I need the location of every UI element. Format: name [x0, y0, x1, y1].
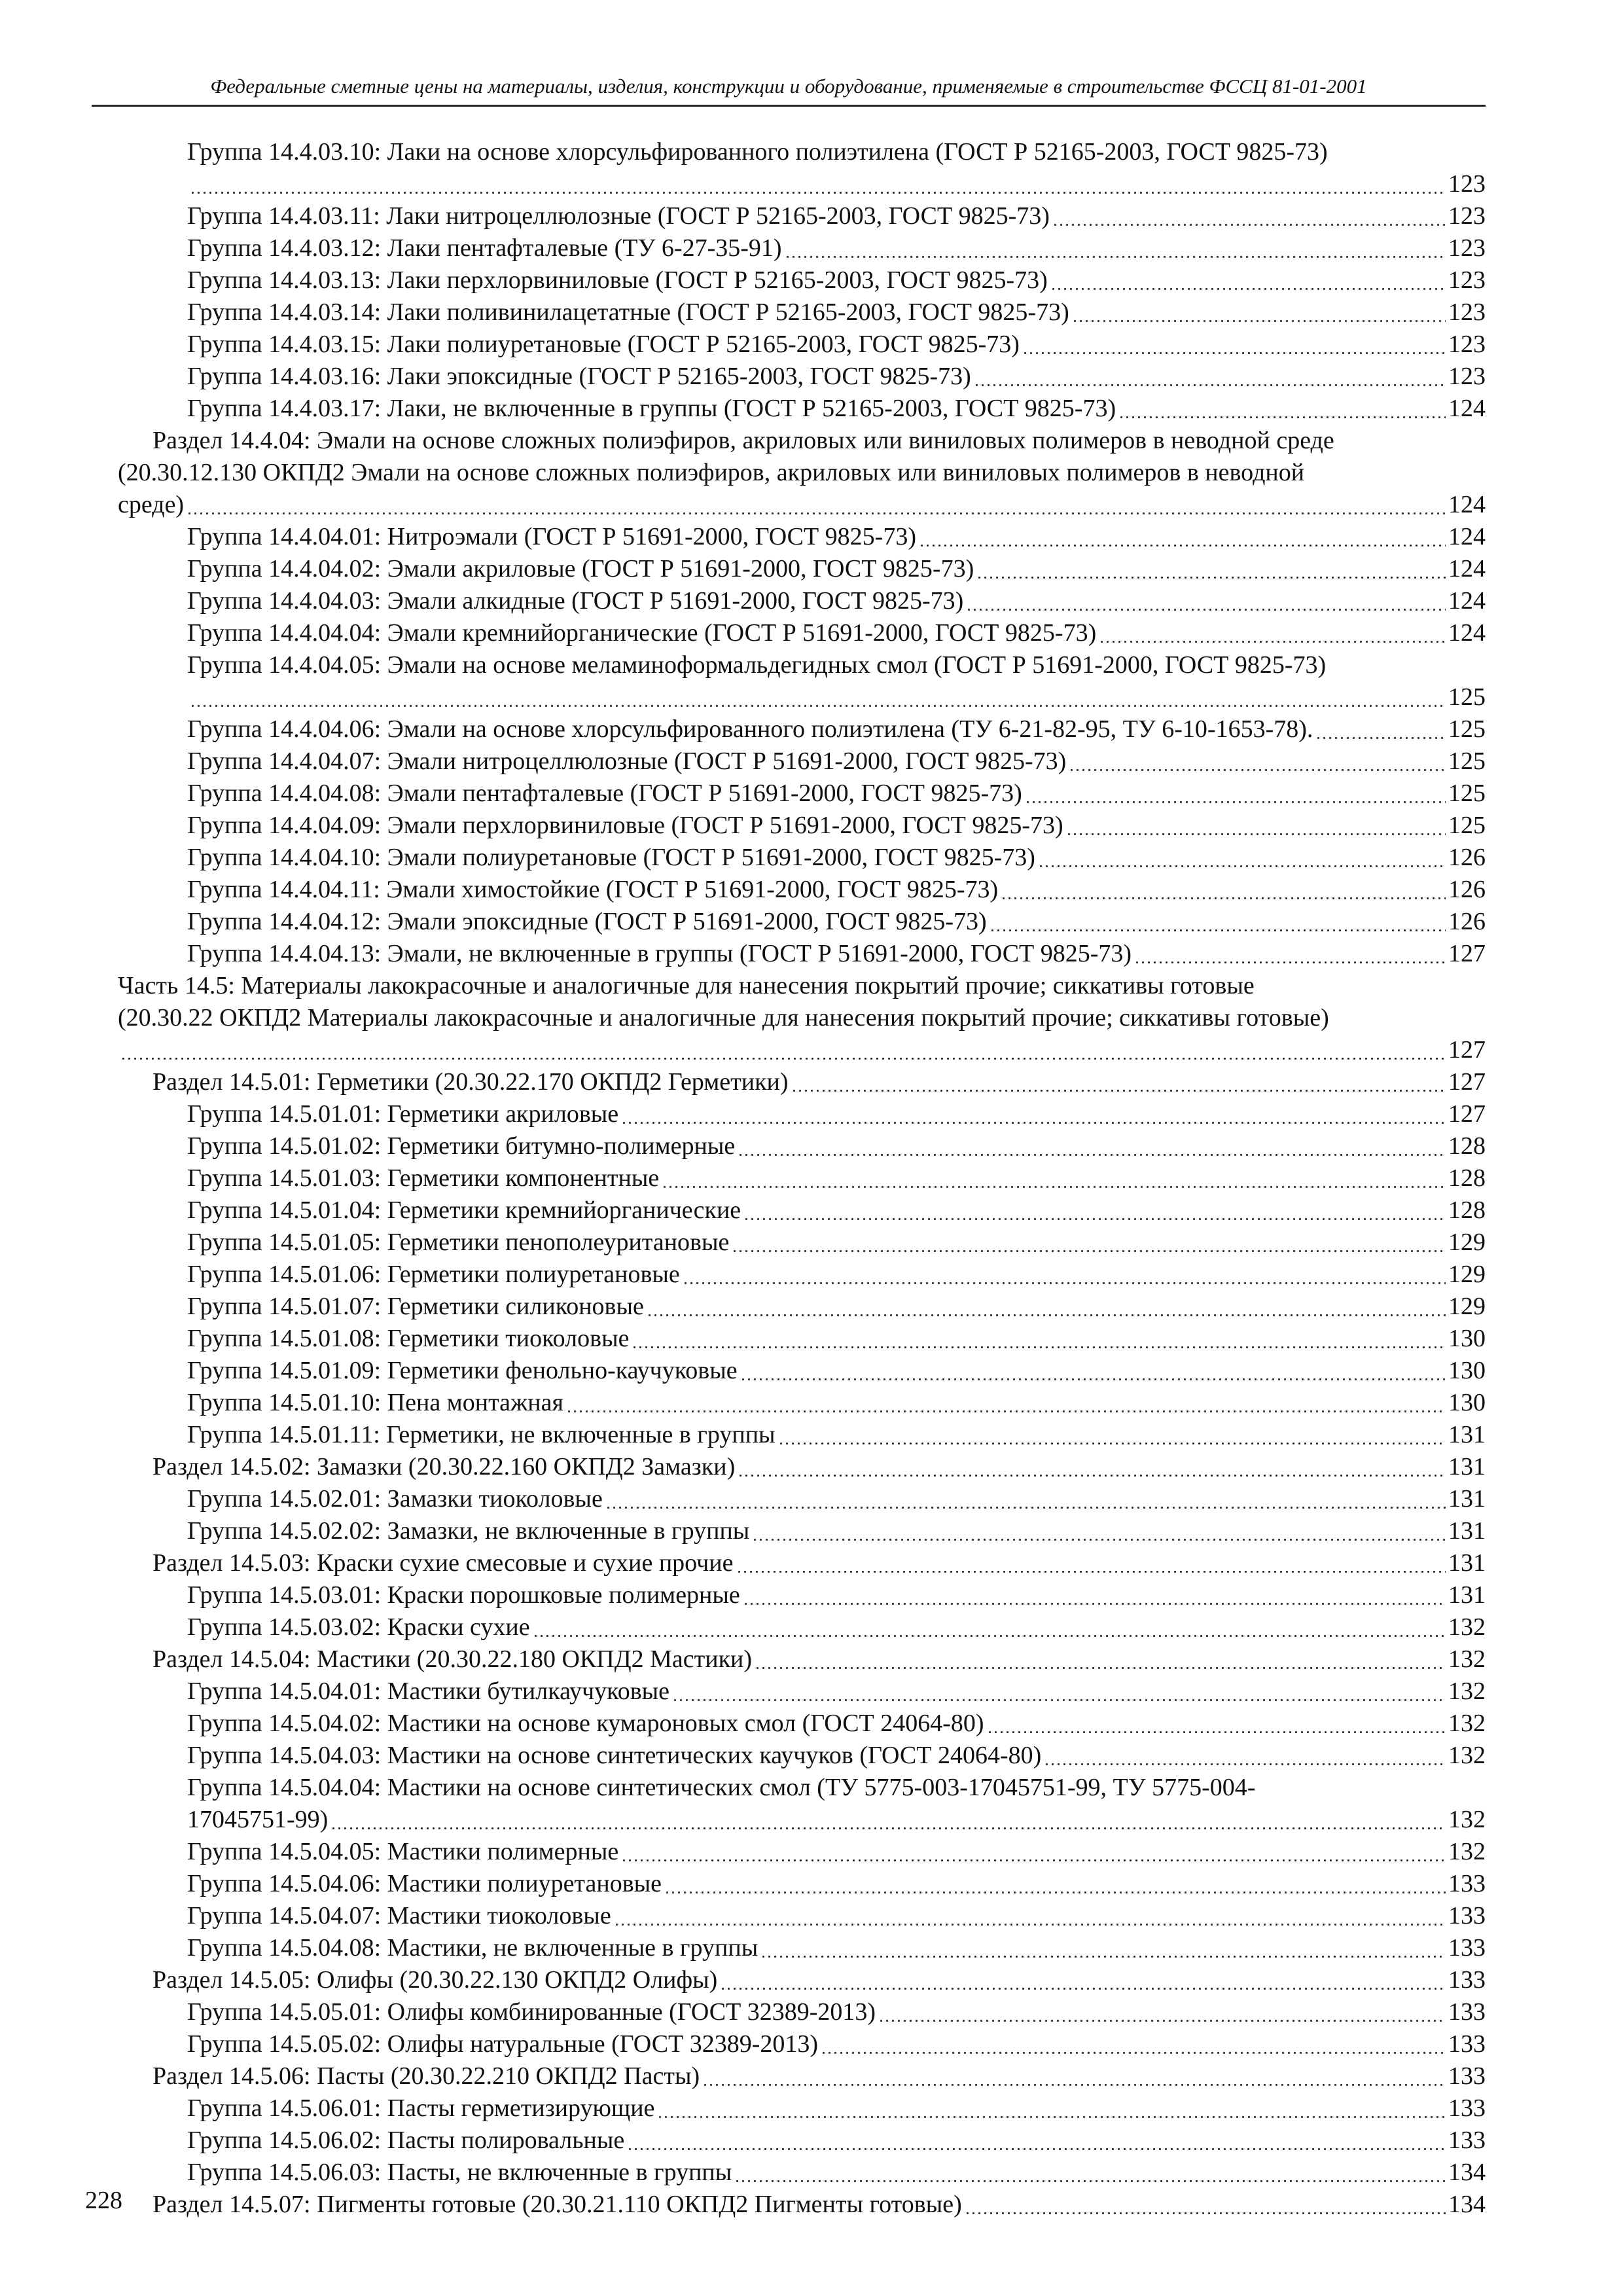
- toc-entry[interactable]: [118, 2092, 1486, 2125]
- toc-entry[interactable]: [118, 1066, 1486, 1098]
- dot-leader: [662, 1162, 1446, 1194]
- toc-entry[interactable]: [118, 585, 1486, 617]
- dot-leader: [1066, 810, 1446, 842]
- toc-entry-title: Группа 14.4.04.04: Эмали кремнийорганические (ГОСТ Р 51691-2000, ГОСТ 9825-73): [187, 619, 1097, 647]
- toc-entry[interactable]: [118, 1098, 1486, 1130]
- toc-entry[interactable]: [118, 361, 1486, 393]
- toc-entry[interactable]: [118, 778, 1486, 810]
- toc-entry-title: Группа 14.4.04.01: Нитроэмали (ГОСТ Р 51691-2000, ГОСТ 9825-73): [187, 523, 916, 550]
- toc-page-number: 126: [1448, 876, 1486, 903]
- toc-entry[interactable]: [118, 1547, 1486, 1579]
- toc-entry[interactable]: [118, 2189, 1486, 2221]
- toc-entry[interactable]: [118, 264, 1486, 296]
- toc-entry-title: Группа 14.4.03.12: Лаки пентафталевые (ТУ 6-27-35-91): [187, 234, 782, 262]
- toc-page-number: 124: [1448, 395, 1486, 422]
- toc-page-number: 126: [1448, 844, 1486, 871]
- toc-page-number: 133: [1448, 1902, 1486, 1929]
- toc-page-number: 123: [1448, 331, 1486, 358]
- toc-entry-title: Раздел 14.5.05: Олифы (20.30.22.130 ОКПД2 Олифы): [152, 1966, 718, 1994]
- toc-page-number: 129: [1448, 1261, 1486, 1288]
- toc-page-number: 124: [1448, 555, 1486, 583]
- toc-page-number: 131: [1448, 1517, 1486, 1545]
- dot-leader: [605, 1483, 1446, 1515]
- dot-leader: [683, 1259, 1446, 1291]
- toc-entry[interactable]: [118, 2028, 1486, 2060]
- toc-entry-title: Группа 14.5.01.05: Герметики пенополеуритановые: [187, 1229, 730, 1256]
- toc-entry-title: Группа 14.5.04.08: Мастики, не включенные в группы: [187, 1934, 758, 1962]
- dot-leader: [720, 1964, 1446, 1996]
- toc-entry-title: Группа 14.4.04.11: Эмали химостойкие (ГОСТ Р 51691-2000, ГОСТ 9825-73): [187, 876, 999, 903]
- toc-page-number: 129: [1448, 1293, 1486, 1320]
- dot-leader: [752, 1515, 1446, 1547]
- toc-page-number: 125: [1448, 683, 1486, 711]
- toc-page-number: 129: [1448, 1229, 1486, 1256]
- toc-entry-title: Группа 14.5.01.02: Герметики битумно-полимерные: [187, 1132, 736, 1160]
- toc-entry-title: Группа 14.5.03.02: Краски сухие: [187, 1613, 530, 1641]
- toc-entry-title: Раздел 14.5.04: Мастики (20.30.22.180 ОКПД2 Мастики): [152, 1645, 753, 1673]
- toc-page-number: 131: [1448, 1453, 1486, 1480]
- toc-page-number: 133: [1448, 2062, 1486, 2090]
- toc-entry[interactable]: [118, 1836, 1486, 1868]
- toc-entry[interactable]: [118, 232, 1486, 264]
- toc-page-number: 127: [1448, 1036, 1486, 1064]
- toc-page-number: 133: [1448, 1998, 1486, 2026]
- dot-leader: [990, 906, 1446, 938]
- toc-page-number: 127: [1448, 940, 1486, 967]
- toc-entry[interactable]: [118, 1804, 1486, 1836]
- toc-entry-title: Группа 14.5.06.01: Пасты герметизирующие: [187, 2094, 655, 2122]
- toc-page-number: 123: [1448, 363, 1486, 390]
- toc-page-number: 128: [1448, 1132, 1486, 1160]
- toc-entry-line: Группа 14.4.04.05: Эмали на основе меламиноформальдегидных смол (ГОСТ Р 51691-2000, ГОСТ 9825-73): [187, 651, 1327, 679]
- dot-leader: [778, 1419, 1446, 1451]
- toc-entry-line: Часть 14.5: Материалы лакокрасочные и аналогичные для нанесения покрытий прочие; сиккативы готовые: [118, 972, 1255, 999]
- toc-entry[interactable]: [118, 1130, 1486, 1162]
- toc-page-number: 123: [1448, 266, 1486, 294]
- toc-entry[interactable]: [118, 1579, 1486, 1611]
- dot-leader: [621, 1098, 1446, 1130]
- toc-entry-title: Группа 14.5.04.06: Мастики полиуретановые: [187, 1870, 662, 1897]
- toc-entry[interactable]: [118, 1515, 1486, 1547]
- toc-entry-line: (20.30.12.130 ОКПД2 Эмали на основе сложных полиэфиров, акриловых или виниловых полимеров в неводной: [118, 459, 1305, 486]
- toc-entry[interactable]: [118, 2125, 1486, 2157]
- toc-page-number: 123: [1448, 170, 1486, 198]
- dot-leader: [1134, 938, 1446, 970]
- dot-leader: [740, 1355, 1446, 1387]
- dot-leader: [621, 1836, 1446, 1868]
- toc-entry-title: Группа 14.5.04.05: Мастики полимерные: [187, 1838, 619, 1865]
- toc-entry[interactable]: [118, 1355, 1486, 1387]
- toc-entry-title: Группа 14.4.04.09: Эмали перхлорвиниловые (ГОСТ Р 51691-2000, ГОСТ 9825-73): [187, 812, 1063, 839]
- toc-page-number: 131: [1448, 1421, 1486, 1448]
- toc-entry[interactable]: [118, 393, 1486, 425]
- dot-leader: [664, 1868, 1446, 1900]
- toc-page-number: 131: [1448, 1581, 1486, 1609]
- toc-entry[interactable]: [118, 1900, 1486, 1932]
- toc-entry-title: Группа 14.4.03.14: Лаки поливинилацетатные (ГОСТ Р 52165-2003, ГОСТ 9825-73): [187, 298, 1069, 326]
- toc-page-number: 125: [1448, 747, 1486, 775]
- dot-leader: [743, 1194, 1446, 1227]
- toc-entry[interactable]: [118, 2060, 1486, 2092]
- toc-page-number: 130: [1448, 1325, 1486, 1352]
- dot-leader: [732, 1227, 1446, 1259]
- toc-entry[interactable]: [118, 745, 1486, 778]
- toc-entry-title: Группа 14.5.06.03: Пасты, не включенные в группы: [187, 2159, 732, 2186]
- dot-leader: [1038, 842, 1446, 874]
- toc-entry[interactable]: [118, 1740, 1486, 1772]
- toc-page-number: 133: [1448, 2094, 1486, 2122]
- toc-entry[interactable]: [118, 874, 1486, 906]
- toc-entry[interactable]: [118, 681, 1486, 713]
- toc-entry[interactable]: [118, 521, 1486, 553]
- toc-entry[interactable]: [118, 1451, 1486, 1483]
- page-number: 228: [85, 2187, 122, 2214]
- toc-entry-title: Группа 14.4.04.06: Эмали на основе хлорсульфированного полиэтилена (ТУ 6-21-82-95, ТУ 6-10-1653-78).: [187, 715, 1313, 743]
- toc-entry-title: Раздел 14.5.02: Замазки (20.30.22.160 ОКПД2 Замазки): [152, 1453, 736, 1480]
- dot-leader: [1118, 393, 1446, 425]
- dot-leader: [755, 1643, 1446, 1676]
- toc-page-number: 133: [1448, 1966, 1486, 1994]
- toc-page-number: 125: [1448, 715, 1486, 743]
- dot-leader: [190, 168, 1446, 200]
- toc-entry[interactable]: [118, 296, 1486, 329]
- toc-entry-title: Группа 14.5.01.06: Герметики полиуретановые: [187, 1261, 680, 1288]
- toc-entry[interactable]: [118, 553, 1486, 585]
- toc-entry[interactable]: [118, 617, 1486, 649]
- toc-page-number: 132: [1448, 1806, 1486, 1833]
- dot-leader: [743, 1579, 1446, 1611]
- toc-entry-title: Группа 14.4.04.02: Эмали акриловые (ГОСТ Р 51691-2000, ГОСТ 9825-73): [187, 555, 974, 583]
- toc-entry[interactable]: [118, 1387, 1486, 1419]
- header-rule: [92, 105, 1486, 107]
- toc-page-number: 132: [1448, 1742, 1486, 1769]
- toc-entry[interactable]: [118, 1194, 1486, 1227]
- table-of-contents: [118, 136, 1486, 2221]
- toc-page-number: 124: [1448, 619, 1486, 647]
- toc-entry-title: Группа 14.5.04.03: Мастики на основе синтетических каучуков (ГОСТ 24064-80): [187, 1742, 1042, 1769]
- running-header: Федеральные сметные цены на материалы, изделия, конструкции и оборудование, применяемые в строительстве ФССЦ 81-01-2001: [210, 75, 1367, 98]
- toc-page-number: 130: [1448, 1357, 1486, 1384]
- toc-entry-title: Группа 14.4.03.13: Лаки перхлорвиниловые (ГОСТ Р 52165-2003, ГОСТ 9825-73): [187, 266, 1048, 294]
- toc-entry[interactable]: [118, 200, 1486, 232]
- dot-leader: [632, 1323, 1446, 1355]
- toc-entry-title: Группа 14.4.03.11: Лаки нитроцеллюлозные (ГОСТ Р 52165-2003, ГОСТ 9825-73): [187, 202, 1050, 230]
- toc-entry-title: Группа 14.5.04.02: Мастики на основе кумароновых смол (ГОСТ 24064-80): [187, 1710, 984, 1737]
- toc-entry-title: Группа 14.5.01.03: Герметики компонентные: [187, 1164, 660, 1192]
- dot-leader: [702, 2060, 1446, 2092]
- toc-entry-title: Группа 14.5.01.04: Герметики кремнийорганические: [187, 1196, 741, 1224]
- toc-page-number: 127: [1448, 1100, 1486, 1128]
- toc-page-number: 128: [1448, 1196, 1486, 1224]
- toc-page-number: 132: [1448, 1838, 1486, 1865]
- toc-entry-title: среде): [118, 491, 185, 518]
- dot-leader: [647, 1291, 1446, 1323]
- toc-entry[interactable]: [118, 1868, 1486, 1900]
- toc-entry[interactable]: [118, 938, 1486, 970]
- toc-page-number: 126: [1448, 908, 1486, 935]
- toc-entry-line: Группа 14.4.03.10: Лаки на основе хлорсульфированного полиэтилена (ГОСТ Р 52165-2003, ГОСТ 9825-73): [187, 138, 1328, 166]
- toc-entry-title: Группа 14.4.03.17: Лаки, не включенные в группы (ГОСТ Р 52165-2003, ГОСТ 9825-73): [187, 395, 1116, 422]
- toc-entry-title: Группа 14.5.01.11: Герметики, не включенные в группы: [187, 1421, 776, 1448]
- toc-page-number: 123: [1448, 298, 1486, 326]
- toc-entry-title: Группа 14.4.04.10: Эмали полиуретановые (ГОСТ Р 51691-2000, ГОСТ 9825-73): [187, 844, 1035, 871]
- dot-leader: [821, 2028, 1446, 2060]
- toc-page-number: 132: [1448, 1613, 1486, 1641]
- toc-entry[interactable]: [118, 2157, 1486, 2189]
- dot-leader: [566, 1387, 1446, 1419]
- dot-leader: [330, 1804, 1446, 1836]
- dot-leader: [1044, 1740, 1446, 1772]
- toc-entry[interactable]: [118, 810, 1486, 842]
- toc-entry-title: Группа 14.4.04.07: Эмали нитроцеллюлозные (ГОСТ Р 51691-2000, ГОСТ 9825-73): [187, 747, 1067, 775]
- toc-page-number: 132: [1448, 1645, 1486, 1673]
- toc-entry[interactable]: [118, 1932, 1486, 1964]
- dot-leader: [1022, 329, 1446, 361]
- toc-entry[interactable]: [118, 1162, 1486, 1194]
- dot-leader: [120, 1034, 1446, 1066]
- toc-entry-title: Группа 14.5.04.07: Мастики тиоколовые: [187, 1902, 611, 1929]
- toc-entry[interactable]: [118, 1034, 1486, 1066]
- toc-entry-title: Группа 14.5.06.02: Пасты полировальные: [187, 2126, 625, 2154]
- dot-leader: [738, 1451, 1446, 1483]
- toc-entry[interactable]: [118, 1676, 1486, 1708]
- toc-entry-title: Группа 14.4.04.13: Эмали, не включенные в группы (ГОСТ Р 51691-2000, ГОСТ 9825-73): [187, 940, 1132, 967]
- dot-leader: [1050, 264, 1446, 296]
- toc-entry-title: Раздел 14.5.03: Краски сухие смесовые и сухие прочие: [152, 1549, 734, 1577]
- toc-entry-title: Группа 14.5.05.01: Олифы комбинированные (ГОСТ 32389-2013): [187, 1998, 876, 2026]
- toc-page-number: 131: [1448, 1549, 1486, 1577]
- toc-page-number: 123: [1448, 202, 1486, 230]
- toc-entry-title: 17045751-99): [187, 1806, 329, 1833]
- toc-page-number: 133: [1448, 2126, 1486, 2154]
- dot-leader: [657, 2092, 1446, 2125]
- toc-entry-line: (20.30.22 ОКПД2 Материалы лакокрасочные и аналогичные для нанесения покрытий прочие; сиккативы готовые): [118, 1004, 1329, 1031]
- toc-entry[interactable]: [118, 489, 1486, 521]
- toc-page-number: 127: [1448, 1068, 1486, 1096]
- toc-page-number: 125: [1448, 812, 1486, 839]
- toc-page-number: 123: [1448, 234, 1486, 262]
- dot-leader: [533, 1611, 1446, 1643]
- toc-entry-title: Группа 14.5.02.02: Замазки, не включенные в группы: [187, 1517, 750, 1545]
- dot-leader: [987, 1708, 1446, 1740]
- toc-entry[interactable]: [118, 1611, 1486, 1643]
- toc-entry-title: Раздел 14.5.06: Пасты (20.30.22.210 ОКПД2 Пасты): [152, 2062, 700, 2090]
- toc-entry-title: Группа 14.5.01.07: Герметики силиконовые: [187, 1293, 644, 1320]
- dot-leader: [1025, 778, 1446, 810]
- toc-page-number: 131: [1448, 1485, 1486, 1513]
- dot-leader: [672, 1676, 1446, 1708]
- toc-entry-title: Группа 14.4.03.15: Лаки полиуретановые (ГОСТ Р 52165-2003, ГОСТ 9825-73): [187, 331, 1020, 358]
- toc-page-number: 125: [1448, 780, 1486, 807]
- toc-entry-title: Группа 14.4.04.03: Эмали алкидные (ГОСТ Р 51691-2000, ГОСТ 9825-73): [187, 587, 964, 615]
- dot-leader: [734, 2157, 1446, 2189]
- toc-entry-title: Раздел 14.5.01: Герметики (20.30.22.170 ОКПД2 Герметики): [152, 1068, 789, 1096]
- toc-page-number: 124: [1448, 587, 1486, 615]
- toc-entry[interactable]: [118, 1964, 1486, 1996]
- dot-leader: [974, 361, 1446, 393]
- toc-page-number: 132: [1448, 1710, 1486, 1737]
- dot-leader: [627, 2125, 1446, 2157]
- toc-entry-title: Группа 14.5.01.09: Герметики фенольно-каучуковые: [187, 1357, 738, 1384]
- dot-leader: [966, 585, 1446, 617]
- dot-leader: [187, 489, 1446, 521]
- toc-entry[interactable]: [118, 906, 1486, 938]
- toc-entry-title: Группа 14.5.01.01: Герметики акриловые: [187, 1100, 619, 1128]
- toc-page-number: 133: [1448, 1870, 1486, 1897]
- dot-leader: [738, 1130, 1446, 1162]
- toc-entry-title: Группа 14.5.03.01: Краски порошковые полимерные: [187, 1581, 740, 1609]
- toc-entry-title: Группа 14.5.01.10: Пена монтажная: [187, 1389, 563, 1416]
- toc-entry[interactable]: [118, 1996, 1486, 2028]
- toc-entry-line: Раздел 14.4.04: Эмали на основе сложных полиэфиров, акриловых или виниловых полимеров в неводной среде: [152, 427, 1334, 454]
- dot-leader: [760, 1932, 1446, 1964]
- toc-page-number: 134: [1448, 2159, 1486, 2186]
- toc-entry[interactable]: [118, 1643, 1486, 1676]
- dot-leader: [976, 553, 1446, 585]
- toc-entry-title: Группа 14.4.04.08: Эмали пентафталевые (ГОСТ Р 51691-2000, ГОСТ 9825-73): [187, 780, 1022, 807]
- toc-entry[interactable]: [118, 1227, 1486, 1259]
- dot-leader: [919, 521, 1446, 553]
- toc-page-number: 124: [1448, 523, 1486, 550]
- toc-entry[interactable]: [118, 1483, 1486, 1515]
- dot-leader: [736, 1547, 1446, 1579]
- toc-page-number: 130: [1448, 1389, 1486, 1416]
- dot-leader: [1072, 296, 1446, 329]
- toc-entry[interactable]: [118, 1708, 1486, 1740]
- toc-entry-line: Группа 14.5.04.04: Мастики на основе синтетических смол (ТУ 5775-003-17045751-99, ТУ 5775-004-: [187, 1774, 1256, 1801]
- toc-entry[interactable]: [118, 329, 1486, 361]
- dot-leader: [878, 1996, 1446, 2028]
- toc-page-number: 134: [1448, 2191, 1486, 2218]
- toc-page-number: 128: [1448, 1164, 1486, 1192]
- toc-entry[interactable]: [118, 1291, 1486, 1323]
- dot-leader: [1315, 713, 1446, 745]
- toc-page-number: 132: [1448, 1677, 1486, 1705]
- dot-leader: [1052, 200, 1446, 232]
- toc-entry-title: Группа 14.5.02.01: Замазки тиоколовые: [187, 1485, 603, 1513]
- toc-entry-title: Группа 14.5.04.01: Мастики бутилкаучуковые: [187, 1677, 670, 1705]
- toc-entry-title: Раздел 14.5.07: Пигменты готовые (20.30.21.110 ОКПД2 Пигменты готовые): [152, 2191, 962, 2218]
- toc-entry[interactable]: [118, 1323, 1486, 1355]
- toc-entry-title: Группа 14.4.03.16: Лаки эпоксидные (ГОСТ Р 52165-2003, ГОСТ 9825-73): [187, 363, 971, 390]
- toc-entry[interactable]: [118, 842, 1486, 874]
- dot-leader: [785, 232, 1446, 264]
- dot-leader: [190, 681, 1446, 713]
- toc-entry[interactable]: [118, 1259, 1486, 1291]
- dot-leader: [791, 1066, 1446, 1098]
- toc-entry-title: Группа 14.5.01.08: Герметики тиоколовые: [187, 1325, 630, 1352]
- toc-entry[interactable]: [118, 168, 1486, 200]
- dot-leader: [614, 1900, 1446, 1932]
- toc-entry-title: Группа 14.4.04.12: Эмали эпоксидные (ГОСТ Р 51691-2000, ГОСТ 9825-73): [187, 908, 987, 935]
- dot-leader: [965, 2189, 1446, 2221]
- dot-leader: [1099, 617, 1446, 649]
- dot-leader: [1001, 874, 1446, 906]
- toc-page-number: 133: [1448, 2030, 1486, 2058]
- toc-page-number: 124: [1448, 491, 1486, 518]
- toc-entry[interactable]: [118, 1419, 1486, 1451]
- toc-entry[interactable]: [118, 713, 1486, 745]
- dot-leader: [1069, 745, 1446, 778]
- toc-page-number: 133: [1448, 1934, 1486, 1962]
- toc-entry-title: Группа 14.5.05.02: Олифы натуральные (ГОСТ 32389-2013): [187, 2030, 819, 2058]
